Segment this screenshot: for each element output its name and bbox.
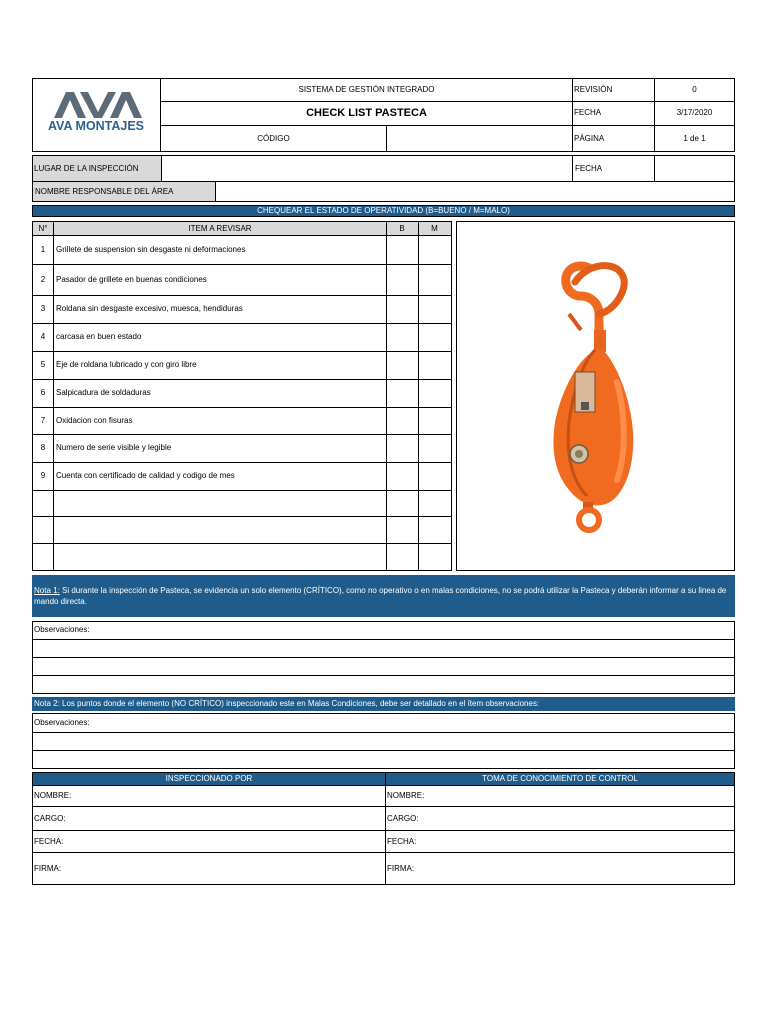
row-7-b-checkbox[interactable] [387,408,418,434]
product-image-panel [456,221,735,571]
control-title: TOMA DE CONOCIMIENTO DE CONTROL [386,773,734,785]
row-8-b-checkbox[interactable] [387,435,418,462]
row-6-item: Salpicadura de soldaduras [56,388,151,397]
inspector-role-input[interactable] [100,807,384,830]
row-6-m-checkbox[interactable] [419,380,451,407]
row-5-item: Eje de roldana lubricado y con giro libre [56,360,197,369]
row-1-num: 1 [40,244,46,254]
observations-1-line-2[interactable] [33,658,734,675]
inspector-name-input[interactable] [100,786,384,806]
pulley-block-icon [457,222,734,570]
row-2-m-checkbox[interactable] [419,265,451,295]
row-9-b-checkbox[interactable] [387,463,418,490]
row-blank-3[interactable] [54,544,386,571]
row-7-item: Oxidacion con fisuras [56,415,133,425]
logo-text: AVA MONTAJES [47,119,145,133]
note-1-label: Nota 1: [34,586,60,595]
row-9-m-checkbox[interactable] [419,463,451,490]
page-value: 1 de 1 [683,133,706,143]
row-3-num: 3 [40,304,46,313]
control-sign-input[interactable] [450,853,734,884]
system-title: SISTEMA DE GESTIÓN INTEGRADO [298,84,435,94]
inspector-sign-label: FIRMA: [34,863,62,873]
date-value: 3/17/2020 [676,108,713,117]
control-date-input[interactable] [450,831,734,852]
col-m-header: M [431,223,438,233]
row-8-item: Numero de serie visible y legible [56,443,172,452]
row-3-b-checkbox[interactable] [387,296,418,323]
col-num-header: N° [38,223,48,233]
inspection-date-label: FECHA [572,155,655,182]
row-8-m-checkbox[interactable] [419,435,451,462]
row-2-item: Pasador de grillete en buenas condiciones [56,274,207,284]
logo-cell [32,78,161,152]
inspector-name-label: NOMBRE: [34,791,72,800]
row-blank-1[interactable] [54,491,386,516]
inspector-role-label: CARGO: [34,813,66,823]
row-8-num: 8 [40,443,46,452]
row-5-b-checkbox[interactable] [387,352,418,379]
row-5-m-checkbox[interactable] [419,352,451,379]
row-1-m-checkbox[interactable] [419,236,451,264]
observations-2-label: Observaciones: [34,717,90,727]
inspector-date-label: FECHA: [34,836,64,846]
row-5-num: 5 [40,360,46,369]
revision-value: 0 [692,84,697,94]
note-1-text: Si durante la inspección de Pasteca, se evidencia un solo elemento (CRÍTICO), como no operativo o en malas condiciones, no se podrá utilizar la Pasteca y deberán informar a su linea de mando directa. [34,586,727,606]
row-9-num: 9 [40,471,46,480]
responsible-label: NOMBRE RESPONSABLE DEL ÁREA [32,181,216,202]
row-4-m-checkbox[interactable] [419,324,451,351]
observations-1-line-3[interactable] [33,676,734,693]
inspector-sign-input[interactable] [100,853,384,884]
control-name-input[interactable] [450,786,734,806]
control-date-label: FECHA: [387,836,417,846]
row-1-item: Grillete de suspension sin desgaste ni deformaciones [56,244,246,254]
observations-1-label: Observaciones: [34,625,90,634]
col-b-header: B [399,223,405,233]
inspector-date-input[interactable] [100,831,384,852]
row-6-b-checkbox[interactable] [387,380,418,407]
col-item-header: ITEM A REVISAR [188,223,252,233]
row-1-b-checkbox[interactable] [387,236,418,264]
note-2: Nota 2: Los puntos donde el elemento (NO CRÍTICO) inspeccionado este en Malas Condiciones, debe ser detallado en el ítem observaciones: [32,697,735,711]
row-blank-2[interactable] [54,517,386,543]
row-3-m-checkbox[interactable] [419,296,451,323]
row-3-item: Roldana sin desgaste excesivo, muesca, hendiduras [56,304,243,313]
date-label: FECHA [574,108,602,117]
note-1 [32,575,735,617]
logo-mark [54,92,142,118]
observations-1-line-1[interactable] [33,640,734,657]
observations-2-line-1[interactable] [33,733,734,750]
inspection-date-input[interactable] [654,155,735,182]
row-4-num: 4 [40,332,46,341]
control-sign-label: FIRMA: [387,863,415,873]
place-label: LUGAR DE LA INSPECCIÓN [34,163,139,173]
responsible-input[interactable] [215,181,735,202]
document-title: CHECK LIST PASTECA [306,107,427,119]
checklist-banner: CHEQUEAR EL ESTADO DE OPERATIVIDAD (B=BUENO / M=MALO) [32,205,735,217]
code-value [386,125,572,152]
row-4-b-checkbox[interactable] [387,324,418,351]
company-logo [32,78,161,152]
place-input[interactable] [161,155,573,182]
row-6-num: 6 [40,388,46,397]
row-7-m-checkbox[interactable] [419,408,451,434]
row-4-item: carcasa en buen estado [56,332,142,341]
control-role-label: CARGO: [387,813,419,823]
observations-2-line-2[interactable] [33,751,734,768]
control-name-label: NOMBRE: [387,791,425,800]
row-2-b-checkbox[interactable] [387,265,418,295]
page-label: PÁGINA [574,133,605,143]
code-label: CÓDIGO [257,133,290,143]
row-2-num: 2 [40,274,46,284]
row-9-item: Cuenta con certificado de calidad y codigo de mes [56,471,235,480]
inspected-by-title: INSPECCIONADO POR [33,773,385,785]
revision-label: REVISIÓN [574,84,613,94]
row-7-num: 7 [40,415,46,425]
control-role-input[interactable] [450,807,734,830]
